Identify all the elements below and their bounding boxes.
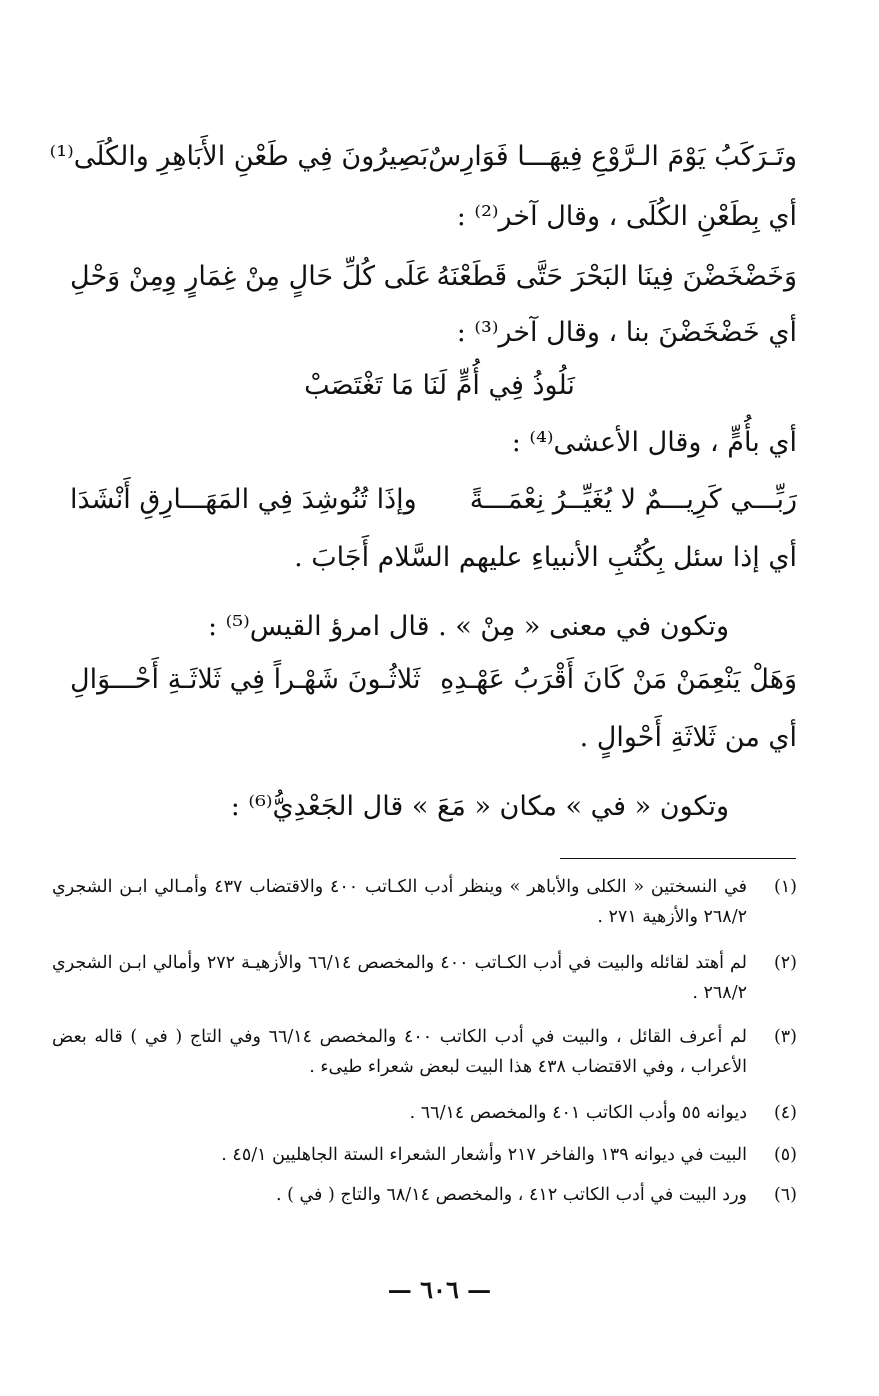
verse-4-second-hemistich: وإذَا تُنُوشِدَ فِي المَهَـــارِقِ أَنْشَدَا (70, 484, 417, 515)
verse-2-first-hemistich: وَخَضْخَضْنَ فِينَا البَحْرَ حَتَّى قَطَعْنَهُ (436, 261, 797, 292)
footnote-1 (52, 872, 797, 932)
footnote-number: (٢) (773, 953, 797, 973)
footnote-number: (٣) (773, 1027, 797, 1047)
footnote-separator (560, 858, 796, 859)
page-number: — ٦٠٦ — (387, 1275, 492, 1304)
footnote-number: (٦) (773, 1185, 797, 1205)
footnote-text: في النسختين « الكلى والأباهر » وينظر أدب الكـاتب ٤٠٠ والاقتضاب ٤٣٧ وأمـالي ابـن الشجري ٢٦٨/٢ والأزهية ٢٧١ . (52, 877, 747, 927)
footnote-2 (52, 948, 797, 1008)
footnote-text: ديوانه ٥٥ وأدب الكاتب ٤٠١ والمخصص ٦٦/١٤ . (409, 1103, 747, 1123)
prose-line-5: وتكون في معنى « مِنْ » . قال امرؤ القيس⁽⁵⁾ : (207, 611, 729, 642)
prose-line-3: أي بأُمٍّ ، وقال الأعشى⁽⁴⁾ : (511, 427, 797, 458)
footnote-text: البيت في ديوانه ١٣٩ والفاخر ٢١٧ وأشعار الشعراء الستة الجاهليين ٤٥/١ . (221, 1145, 747, 1165)
verse-4-first-hemistich: رَبِّـــي كَرِيـــمٌ لا يُغَيِّــرُ نِعْمَـــةً (469, 484, 797, 515)
footnote-text: لم أهتد لقائله والبيت في أدب الكـاتب ٤٠٠ والمخصص ٦٦/١٤ والأزهيـة ٢٧٢ وأمالي ابـن الشجري ٢٦٨/٢ . (52, 953, 747, 1003)
verse-1-second-hemistich: بَصِيرُونَ فِي طَعْنِ الأَبَاهِرِ والكُلَى⁽¹⁾ (49, 141, 429, 172)
verse-5-second-hemistich: ثَلاثُـونَ شَهْـراً فِي ثَلاثَـةِ أَحْـــوَالِ (70, 664, 421, 695)
footnote-number: (١) (773, 877, 797, 897)
verse-1 (49, 137, 797, 177)
footnote-text: لم أعرف القائل ، والبيت في أدب الكاتب ٤٠٠ والمخصص ٦٦/١٤ وفي التاج ( في ) قاله بعض الأعراب ، وفي الاقتضاب ٤٣٨ هذا البيت لبعض شعراء طيىء . (52, 1027, 748, 1077)
prose-line-6: أي من ثَلاثَةِ أَحْوالٍ . (579, 722, 797, 753)
prose-line-7: وتكون « في » مكان « مَعَ » قال الجَعْدِيُّ⁽⁶⁾ : (230, 791, 729, 822)
prose-line-4: أي إذا سئل بِكُتُبِ الأنبياءِ عليهم السَّلام أَجَابَ . (294, 542, 797, 573)
footnote-3 (52, 1022, 797, 1082)
footnote-4 (52, 1098, 797, 1128)
verse-5 (70, 660, 797, 700)
verse-3: نَلُوذُ فِي أُمٍّ لَنَا مَا تَغْتَصَبْ (304, 370, 575, 401)
prose-line-2: أي خَضْخَضْنَ بنا ، وقال آخر⁽³⁾ : (456, 317, 797, 348)
verse-2 (70, 257, 797, 297)
verse-4 (70, 480, 797, 520)
verse-2-second-hemistich: عَلَى كُلِّ حَالٍ مِنْ غِمَارٍ وِمِنْ وَحْلِ (70, 261, 432, 292)
footnote-text: ورد البيت في أدب الكاتب ٤١٢ ، والمخصص ٦٨/١٤ والتاج ( في ) . (275, 1185, 747, 1205)
prose-line-1: أي بِطَعْنِ الكُلَى ، وقال آخر⁽²⁾ : (456, 201, 797, 232)
footnote-number: (٥) (773, 1145, 797, 1165)
verse-1-first-hemistich: وتَـرَكَبُ يَوْمَ الـرَّوْعِ فِيهَـــا فَوَارِسٌ (428, 141, 797, 172)
verse-5-first-hemistich: وَهَلْ يَنْعِمَنْ مَنْ كَانَ أَقْرَبُ عَهْـدِهِ (440, 664, 797, 695)
footnote-number: (٤) (773, 1103, 797, 1123)
footnote-5 (52, 1140, 797, 1170)
footnote-6 (52, 1180, 797, 1210)
